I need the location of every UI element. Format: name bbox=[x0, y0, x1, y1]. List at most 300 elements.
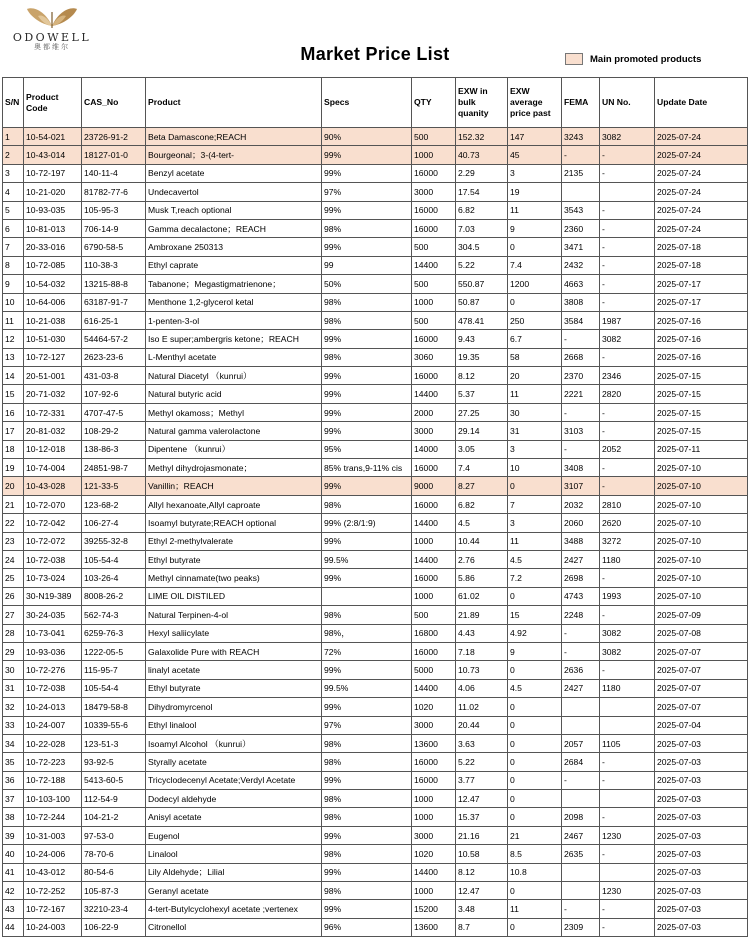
cas-cell: 4707-47-5 bbox=[82, 403, 146, 421]
page-title: Market Price List bbox=[300, 44, 450, 64]
cas-cell: 105-87-3 bbox=[82, 882, 146, 900]
sn-cell: 32 bbox=[3, 698, 24, 716]
table-row bbox=[3, 624, 748, 642]
butterfly-icon bbox=[24, 2, 80, 32]
specs-cell: 98% bbox=[322, 293, 412, 311]
exw-bulk-cell: 8.12 bbox=[456, 863, 508, 881]
fema-cell: - bbox=[562, 642, 600, 660]
exw-avg-cell: 45 bbox=[508, 146, 562, 164]
cas-cell: 24851-98-7 bbox=[82, 459, 146, 477]
logo-text: ODOWELL bbox=[12, 31, 92, 44]
cas-cell: 93-92-5 bbox=[82, 753, 146, 771]
update-date-cell: 2025-07-08 bbox=[655, 624, 748, 642]
exw-avg-cell: 7 bbox=[508, 495, 562, 513]
table-row bbox=[3, 642, 748, 660]
qty-cell: 3000 bbox=[412, 826, 456, 844]
sn-cell: 39 bbox=[3, 826, 24, 844]
product-code-cell: 10-74-004 bbox=[24, 459, 82, 477]
update-date-cell: 2025-07-03 bbox=[655, 808, 748, 826]
fema-cell: - bbox=[562, 330, 600, 348]
un-no-cell: - bbox=[600, 477, 655, 495]
fema-cell: 2427 bbox=[562, 679, 600, 697]
product-cell: Undecavertol bbox=[146, 183, 322, 201]
sn-cell: 13 bbox=[3, 348, 24, 366]
product-code-cell: 10-51-030 bbox=[24, 330, 82, 348]
fema-cell: 3808 bbox=[562, 293, 600, 311]
specs-cell: 98% bbox=[322, 348, 412, 366]
exw-bulk-cell: 6.82 bbox=[456, 495, 508, 513]
exw-avg-cell: 4.5 bbox=[508, 679, 562, 697]
column-header: S/N bbox=[3, 78, 24, 128]
product-cell: Anisyl acetate bbox=[146, 808, 322, 826]
exw-bulk-cell: 19.35 bbox=[456, 348, 508, 366]
update-date-cell: 2025-07-17 bbox=[655, 275, 748, 293]
sn-cell: 30 bbox=[3, 661, 24, 679]
sn-cell: 26 bbox=[3, 587, 24, 605]
update-date-cell: 2025-07-24 bbox=[655, 183, 748, 201]
update-date-cell: 2025-07-16 bbox=[655, 311, 748, 329]
un-no-cell: - bbox=[600, 256, 655, 274]
exw-bulk-cell: 15.37 bbox=[456, 808, 508, 826]
sn-cell: 19 bbox=[3, 459, 24, 477]
cas-cell: 138-86-3 bbox=[82, 440, 146, 458]
update-date-cell: 2025-07-09 bbox=[655, 606, 748, 624]
qty-cell: 16000 bbox=[412, 459, 456, 477]
cas-cell: 123-68-2 bbox=[82, 495, 146, 513]
cas-cell: 104-21-2 bbox=[82, 808, 146, 826]
specs-cell: 99% bbox=[322, 661, 412, 679]
product-code-cell: 10-72-042 bbox=[24, 514, 82, 532]
qty-cell: 1000 bbox=[412, 146, 456, 164]
exw-bulk-cell: 27.25 bbox=[456, 403, 508, 421]
fema-cell: 3584 bbox=[562, 311, 600, 329]
sn-cell: 34 bbox=[3, 734, 24, 752]
exw-bulk-cell: 8.12 bbox=[456, 367, 508, 385]
un-no-cell: - bbox=[600, 164, 655, 182]
exw-bulk-cell: 10.44 bbox=[456, 532, 508, 550]
exw-avg-cell: 11 bbox=[508, 201, 562, 219]
un-no-cell: - bbox=[600, 845, 655, 863]
specs-cell: 99% bbox=[322, 367, 412, 385]
product-cell: Vanillin；REACH bbox=[146, 477, 322, 495]
update-date-cell: 2025-07-10 bbox=[655, 569, 748, 587]
exw-bulk-cell: 17.54 bbox=[456, 183, 508, 201]
table-row bbox=[3, 440, 748, 458]
specs-cell bbox=[322, 587, 412, 605]
exw-avg-cell: 30 bbox=[508, 403, 562, 421]
specs-cell: 99% bbox=[322, 422, 412, 440]
fema-cell: 3543 bbox=[562, 201, 600, 219]
product-code-cell: 10-73-024 bbox=[24, 569, 82, 587]
price-table bbox=[2, 77, 748, 937]
logo-subtext: 奥都维尔 bbox=[34, 44, 70, 51]
column-header: QTY bbox=[412, 78, 456, 128]
sn-cell: 8 bbox=[3, 256, 24, 274]
exw-bulk-cell: 2.29 bbox=[456, 164, 508, 182]
fema-cell: - bbox=[562, 900, 600, 918]
specs-cell: 72% bbox=[322, 642, 412, 660]
product-cell: Galaxolide Pure with REACH bbox=[146, 642, 322, 660]
product-cell: Geranyl acetate bbox=[146, 882, 322, 900]
cas-cell: 54464-57-2 bbox=[82, 330, 146, 348]
fema-cell: 2467 bbox=[562, 826, 600, 844]
product-cell: Musk T,reach optional bbox=[146, 201, 322, 219]
fema-cell: 3103 bbox=[562, 422, 600, 440]
table-row bbox=[3, 219, 748, 237]
specs-cell: 99% bbox=[322, 569, 412, 587]
qty-cell: 13600 bbox=[412, 734, 456, 752]
product-cell: Iso E super;ambergris ketone；REACH bbox=[146, 330, 322, 348]
table-row bbox=[3, 532, 748, 550]
specs-cell: 95% bbox=[322, 440, 412, 458]
sn-cell: 5 bbox=[3, 201, 24, 219]
qty-cell: 3000 bbox=[412, 183, 456, 201]
table-row bbox=[3, 403, 748, 421]
exw-avg-cell: 21 bbox=[508, 826, 562, 844]
cas-cell: 5413-60-5 bbox=[82, 771, 146, 789]
product-cell: 4-tert-Butylcyclohexyl acetate ;vertenex bbox=[146, 900, 322, 918]
product-cell: L-Menthyl acetate bbox=[146, 348, 322, 366]
product-code-cell: 10-73-041 bbox=[24, 624, 82, 642]
table-header-row bbox=[3, 78, 748, 128]
exw-bulk-cell: 304.5 bbox=[456, 238, 508, 256]
product-code-cell: 10-93-035 bbox=[24, 201, 82, 219]
exw-bulk-cell: 29.14 bbox=[456, 422, 508, 440]
table-row bbox=[3, 587, 748, 605]
table-row bbox=[3, 275, 748, 293]
cas-cell: 10339-55-6 bbox=[82, 716, 146, 734]
cas-cell: 32210-23-4 bbox=[82, 900, 146, 918]
table-row bbox=[3, 183, 748, 201]
exw-avg-cell: 3 bbox=[508, 164, 562, 182]
qty-cell: 500 bbox=[412, 311, 456, 329]
qty-cell: 16000 bbox=[412, 367, 456, 385]
fema-cell: 2098 bbox=[562, 808, 600, 826]
table-row bbox=[3, 808, 748, 826]
fema-cell: 2309 bbox=[562, 918, 600, 936]
sn-cell: 43 bbox=[3, 900, 24, 918]
product-cell: Methyl cinnamate(two peaks) bbox=[146, 569, 322, 587]
exw-bulk-cell: 550.87 bbox=[456, 275, 508, 293]
column-header: Product Code bbox=[24, 78, 82, 128]
un-no-cell: 1993 bbox=[600, 587, 655, 605]
product-code-cell: 10-72-223 bbox=[24, 753, 82, 771]
sn-cell: 42 bbox=[3, 882, 24, 900]
fema-cell: 2427 bbox=[562, 550, 600, 568]
qty-cell: 9000 bbox=[412, 477, 456, 495]
fema-cell bbox=[562, 183, 600, 201]
un-no-cell: 1180 bbox=[600, 550, 655, 568]
product-cell: Dodecyl aldehyde bbox=[146, 790, 322, 808]
table-row bbox=[3, 826, 748, 844]
un-no-cell bbox=[600, 183, 655, 201]
product-code-cell: 10-72-331 bbox=[24, 403, 82, 421]
product-code-cell: 20-33-016 bbox=[24, 238, 82, 256]
product-cell: Methyl dihydrojasmonate； bbox=[146, 459, 322, 477]
specs-cell: 99% bbox=[322, 900, 412, 918]
qty-cell: 5000 bbox=[412, 661, 456, 679]
exw-avg-cell: 1200 bbox=[508, 275, 562, 293]
fema-cell: 4743 bbox=[562, 587, 600, 605]
fema-cell bbox=[562, 698, 600, 716]
sn-cell: 22 bbox=[3, 514, 24, 532]
qty-cell: 16800 bbox=[412, 624, 456, 642]
exw-bulk-cell: 7.4 bbox=[456, 459, 508, 477]
qty-cell: 2000 bbox=[412, 403, 456, 421]
specs-cell: 90% bbox=[322, 128, 412, 146]
fema-cell: 2684 bbox=[562, 753, 600, 771]
un-no-cell bbox=[600, 716, 655, 734]
sn-cell: 3 bbox=[3, 164, 24, 182]
exw-avg-cell: 11 bbox=[508, 385, 562, 403]
update-date-cell: 2025-07-03 bbox=[655, 882, 748, 900]
product-code-cell: 10-93-036 bbox=[24, 642, 82, 660]
product-code-cell: 10-43-028 bbox=[24, 477, 82, 495]
qty-cell: 1000 bbox=[412, 808, 456, 826]
sn-cell: 14 bbox=[3, 367, 24, 385]
product-code-cell: 10-72-252 bbox=[24, 882, 82, 900]
un-no-cell: 2810 bbox=[600, 495, 655, 513]
sn-cell: 44 bbox=[3, 918, 24, 936]
exw-avg-cell: 7.4 bbox=[508, 256, 562, 274]
sn-cell: 28 bbox=[3, 624, 24, 642]
qty-cell: 3000 bbox=[412, 422, 456, 440]
cas-cell: 103-26-4 bbox=[82, 569, 146, 587]
exw-bulk-cell: 6.82 bbox=[456, 201, 508, 219]
update-date-cell: 2025-07-16 bbox=[655, 348, 748, 366]
exw-avg-cell: 0 bbox=[508, 734, 562, 752]
fema-cell: 2060 bbox=[562, 514, 600, 532]
update-date-cell: 2025-07-10 bbox=[655, 459, 748, 477]
column-header: Product bbox=[146, 78, 322, 128]
product-code-cell: 10-12-018 bbox=[24, 440, 82, 458]
exw-avg-cell: 0 bbox=[508, 238, 562, 256]
qty-cell: 3060 bbox=[412, 348, 456, 366]
product-cell: Lily Aldehyde；Lilial bbox=[146, 863, 322, 881]
product-code-cell: 10-43-014 bbox=[24, 146, 82, 164]
update-date-cell: 2025-07-24 bbox=[655, 164, 748, 182]
update-date-cell: 2025-07-10 bbox=[655, 514, 748, 532]
column-header: EXW in bulk quanity bbox=[456, 78, 508, 128]
qty-cell: 3000 bbox=[412, 716, 456, 734]
update-date-cell: 2025-07-03 bbox=[655, 826, 748, 844]
update-date-cell: 2025-07-15 bbox=[655, 367, 748, 385]
exw-bulk-cell: 7.03 bbox=[456, 219, 508, 237]
sn-cell: 16 bbox=[3, 403, 24, 421]
sn-cell: 29 bbox=[3, 642, 24, 660]
fema-cell: - bbox=[562, 771, 600, 789]
fema-cell: 2135 bbox=[562, 164, 600, 182]
product-code-cell: 10-24-007 bbox=[24, 716, 82, 734]
un-no-cell: - bbox=[600, 238, 655, 256]
qty-cell: 16000 bbox=[412, 495, 456, 513]
qty-cell: 1000 bbox=[412, 790, 456, 808]
sn-cell: 27 bbox=[3, 606, 24, 624]
qty-cell: 500 bbox=[412, 238, 456, 256]
exw-avg-cell: 9 bbox=[508, 642, 562, 660]
update-date-cell: 2025-07-18 bbox=[655, 238, 748, 256]
product-code-cell: 10-31-003 bbox=[24, 826, 82, 844]
specs-cell: 99% bbox=[322, 477, 412, 495]
update-date-cell: 2025-07-07 bbox=[655, 642, 748, 660]
product-code-cell: 10-81-013 bbox=[24, 219, 82, 237]
exw-bulk-cell: 12.47 bbox=[456, 790, 508, 808]
cas-cell: 706-14-9 bbox=[82, 219, 146, 237]
sn-cell: 18 bbox=[3, 440, 24, 458]
update-date-cell: 2025-07-03 bbox=[655, 753, 748, 771]
un-no-cell: 1230 bbox=[600, 826, 655, 844]
fema-cell: 2432 bbox=[562, 256, 600, 274]
fema-cell: - bbox=[562, 624, 600, 642]
fema-cell: - bbox=[562, 146, 600, 164]
exw-bulk-cell: 4.5 bbox=[456, 514, 508, 532]
exw-bulk-cell: 10.73 bbox=[456, 661, 508, 679]
specs-cell: 99% (2:8/1:9) bbox=[322, 514, 412, 532]
table-row bbox=[3, 514, 748, 532]
column-header: EXW average price past bbox=[508, 78, 562, 128]
legend-swatch bbox=[565, 53, 583, 65]
table-row bbox=[3, 606, 748, 624]
sn-cell: 21 bbox=[3, 495, 24, 513]
table-row bbox=[3, 679, 748, 697]
product-cell: Hexyl saliicylate bbox=[146, 624, 322, 642]
specs-cell: 99% bbox=[322, 403, 412, 421]
product-code-cell: 10-43-012 bbox=[24, 863, 82, 881]
table-row bbox=[3, 201, 748, 219]
fema-cell: - bbox=[562, 403, 600, 421]
exw-avg-cell: 4.92 bbox=[508, 624, 562, 642]
specs-cell: 99% bbox=[322, 385, 412, 403]
product-cell: Ethyl 2-methylvalerate bbox=[146, 532, 322, 550]
product-cell: Styrally acetate bbox=[146, 753, 322, 771]
table-row bbox=[3, 293, 748, 311]
cas-cell: 2623-23-6 bbox=[82, 348, 146, 366]
update-date-cell: 2025-07-11 bbox=[655, 440, 748, 458]
cas-cell: 6790-58-5 bbox=[82, 238, 146, 256]
product-cell: linalyl acetate bbox=[146, 661, 322, 679]
update-date-cell: 2025-07-03 bbox=[655, 900, 748, 918]
fema-cell bbox=[562, 790, 600, 808]
table-row bbox=[3, 128, 748, 146]
qty-cell: 16000 bbox=[412, 642, 456, 660]
exw-avg-cell: 0 bbox=[508, 661, 562, 679]
product-code-cell: 10-72-038 bbox=[24, 550, 82, 568]
exw-bulk-cell: 9.43 bbox=[456, 330, 508, 348]
sn-cell: 40 bbox=[3, 845, 24, 863]
un-no-cell: 3082 bbox=[600, 624, 655, 642]
table-row bbox=[3, 882, 748, 900]
exw-bulk-cell: 50.87 bbox=[456, 293, 508, 311]
table-row bbox=[3, 845, 748, 863]
product-code-cell: 20-71-032 bbox=[24, 385, 82, 403]
exw-avg-cell: 58 bbox=[508, 348, 562, 366]
specs-cell: 97% bbox=[322, 183, 412, 201]
exw-bulk-cell: 5.86 bbox=[456, 569, 508, 587]
exw-avg-cell: 6.7 bbox=[508, 330, 562, 348]
update-date-cell: 2025-07-07 bbox=[655, 698, 748, 716]
product-code-cell: 10-72-188 bbox=[24, 771, 82, 789]
sn-cell: 15 bbox=[3, 385, 24, 403]
un-no-cell: - bbox=[600, 146, 655, 164]
exw-avg-cell: 10 bbox=[508, 459, 562, 477]
un-no-cell bbox=[600, 698, 655, 716]
cas-cell: 431-03-8 bbox=[82, 367, 146, 385]
sn-cell: 6 bbox=[3, 219, 24, 237]
exw-bulk-cell: 11.02 bbox=[456, 698, 508, 716]
cas-cell: 110-38-3 bbox=[82, 256, 146, 274]
un-no-cell: - bbox=[600, 422, 655, 440]
table-row bbox=[3, 716, 748, 734]
exw-avg-cell: 7.2 bbox=[508, 569, 562, 587]
product-cell: Methyl okamoss；Methyl bbox=[146, 403, 322, 421]
sn-cell: 41 bbox=[3, 863, 24, 881]
update-date-cell: 2025-07-03 bbox=[655, 771, 748, 789]
specs-cell: 98%， bbox=[322, 624, 412, 642]
qty-cell: 1000 bbox=[412, 587, 456, 605]
table-row bbox=[3, 698, 748, 716]
table-row bbox=[3, 569, 748, 587]
table-row bbox=[3, 311, 748, 329]
product-cell: LIME OIL DISTILED bbox=[146, 587, 322, 605]
qty-cell: 16000 bbox=[412, 219, 456, 237]
un-no-cell: - bbox=[600, 771, 655, 789]
cas-cell: 63187-91-7 bbox=[82, 293, 146, 311]
cas-cell: 562-74-3 bbox=[82, 606, 146, 624]
exw-bulk-cell: 152.32 bbox=[456, 128, 508, 146]
product-cell: Ambroxane 250313 bbox=[146, 238, 322, 256]
cas-cell: 39255-32-8 bbox=[82, 532, 146, 550]
table-row bbox=[3, 422, 748, 440]
qty-cell: 1020 bbox=[412, 698, 456, 716]
product-cell: Bourgeonal；3-(4-tert- bbox=[146, 146, 322, 164]
cas-cell: 112-54-9 bbox=[82, 790, 146, 808]
fema-cell: 2057 bbox=[562, 734, 600, 752]
sn-cell: 24 bbox=[3, 550, 24, 568]
un-no-cell: 2052 bbox=[600, 440, 655, 458]
sn-cell: 23 bbox=[3, 532, 24, 550]
table-row bbox=[3, 164, 748, 182]
fema-cell: - bbox=[562, 440, 600, 458]
table-row bbox=[3, 753, 748, 771]
specs-cell: 98% bbox=[322, 845, 412, 863]
exw-avg-cell: 0 bbox=[508, 790, 562, 808]
sn-cell: 17 bbox=[3, 422, 24, 440]
product-code-cell: 10-103-100 bbox=[24, 790, 82, 808]
update-date-cell: 2025-07-10 bbox=[655, 550, 748, 568]
sn-cell: 4 bbox=[3, 183, 24, 201]
specs-cell: 50% bbox=[322, 275, 412, 293]
table-row bbox=[3, 734, 748, 752]
fema-cell: 2221 bbox=[562, 385, 600, 403]
table-row bbox=[3, 367, 748, 385]
update-date-cell: 2025-07-16 bbox=[655, 330, 748, 348]
specs-cell: 98% bbox=[322, 606, 412, 624]
specs-cell: 99% bbox=[322, 771, 412, 789]
exw-avg-cell: 10.8 bbox=[508, 863, 562, 881]
table-row bbox=[3, 330, 748, 348]
product-cell: Menthone 1,2-glycerol ketal bbox=[146, 293, 322, 311]
update-date-cell: 2025-07-18 bbox=[655, 256, 748, 274]
legend-label: Main promoted products bbox=[590, 53, 702, 65]
table-row bbox=[3, 146, 748, 164]
un-no-cell bbox=[600, 790, 655, 808]
product-cell: Ethyl caprate bbox=[146, 256, 322, 274]
update-date-cell: 2025-07-17 bbox=[655, 293, 748, 311]
table-row bbox=[3, 918, 748, 936]
exw-bulk-cell: 7.18 bbox=[456, 642, 508, 660]
cas-cell: 107-92-6 bbox=[82, 385, 146, 403]
exw-avg-cell: 31 bbox=[508, 422, 562, 440]
